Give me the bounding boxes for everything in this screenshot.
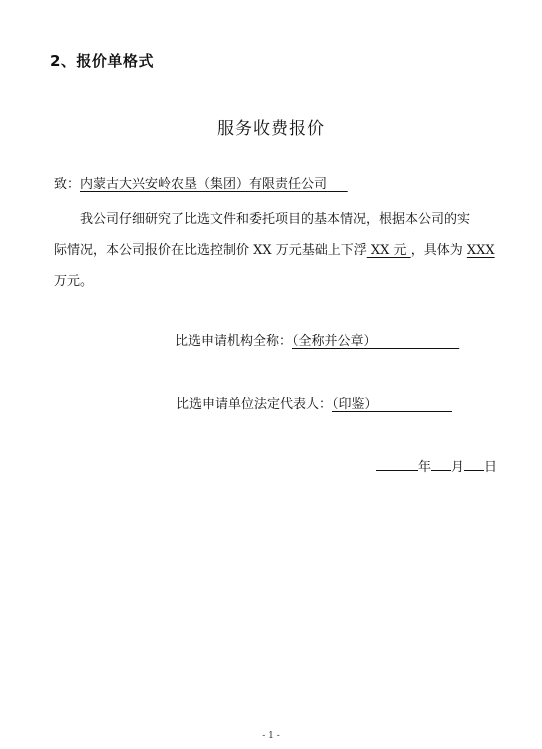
date-line	[376, 455, 497, 475]
document-title: 服务收费报价	[217, 119, 325, 139]
paragraph-line-1: 我公司仔细研究了比选文件和委托项目的基本情况，根据本公司的实	[80, 212, 471, 227]
section-heading: 2、报价单格式	[50, 52, 154, 70]
paragraph-line-2-mid: ，具体为	[410, 243, 467, 258]
day-label: 日	[484, 460, 498, 475]
day-blank	[464, 455, 484, 471]
addressee-prefix: 致：	[54, 177, 81, 192]
addressee-company: 内蒙古大兴安岭农垦（集团）有限责任公司	[80, 177, 328, 192]
legal-rep-field: （印鉴）	[332, 397, 378, 412]
legal-rep-signature-line	[176, 393, 452, 412]
quote-paragraph	[54, 204, 504, 297]
page-number: - 1 -	[262, 731, 280, 741]
quote-amount-field: XXX	[466, 243, 495, 258]
year-blank	[376, 455, 418, 471]
paragraph-line-2-text: 际情况，本公司报价在比选控制价 XX 万元基础上下浮	[54, 243, 367, 258]
addressee-line	[54, 175, 348, 195]
applicant-org-field: （全称并公章）	[292, 334, 377, 349]
month-blank	[431, 455, 451, 471]
discount-rate-field: XX 元	[366, 243, 411, 258]
applicant-org-signature-line	[175, 330, 459, 349]
legal-rep-label: 比选申请单位法定代表人：	[176, 397, 333, 412]
month-label: 月	[451, 460, 465, 475]
paragraph-line-2	[54, 235, 504, 266]
paragraph-line-3: 万元。	[54, 274, 94, 289]
applicant-org-label: 比选申请机构全称：	[175, 334, 293, 349]
year-label: 年	[418, 460, 432, 475]
